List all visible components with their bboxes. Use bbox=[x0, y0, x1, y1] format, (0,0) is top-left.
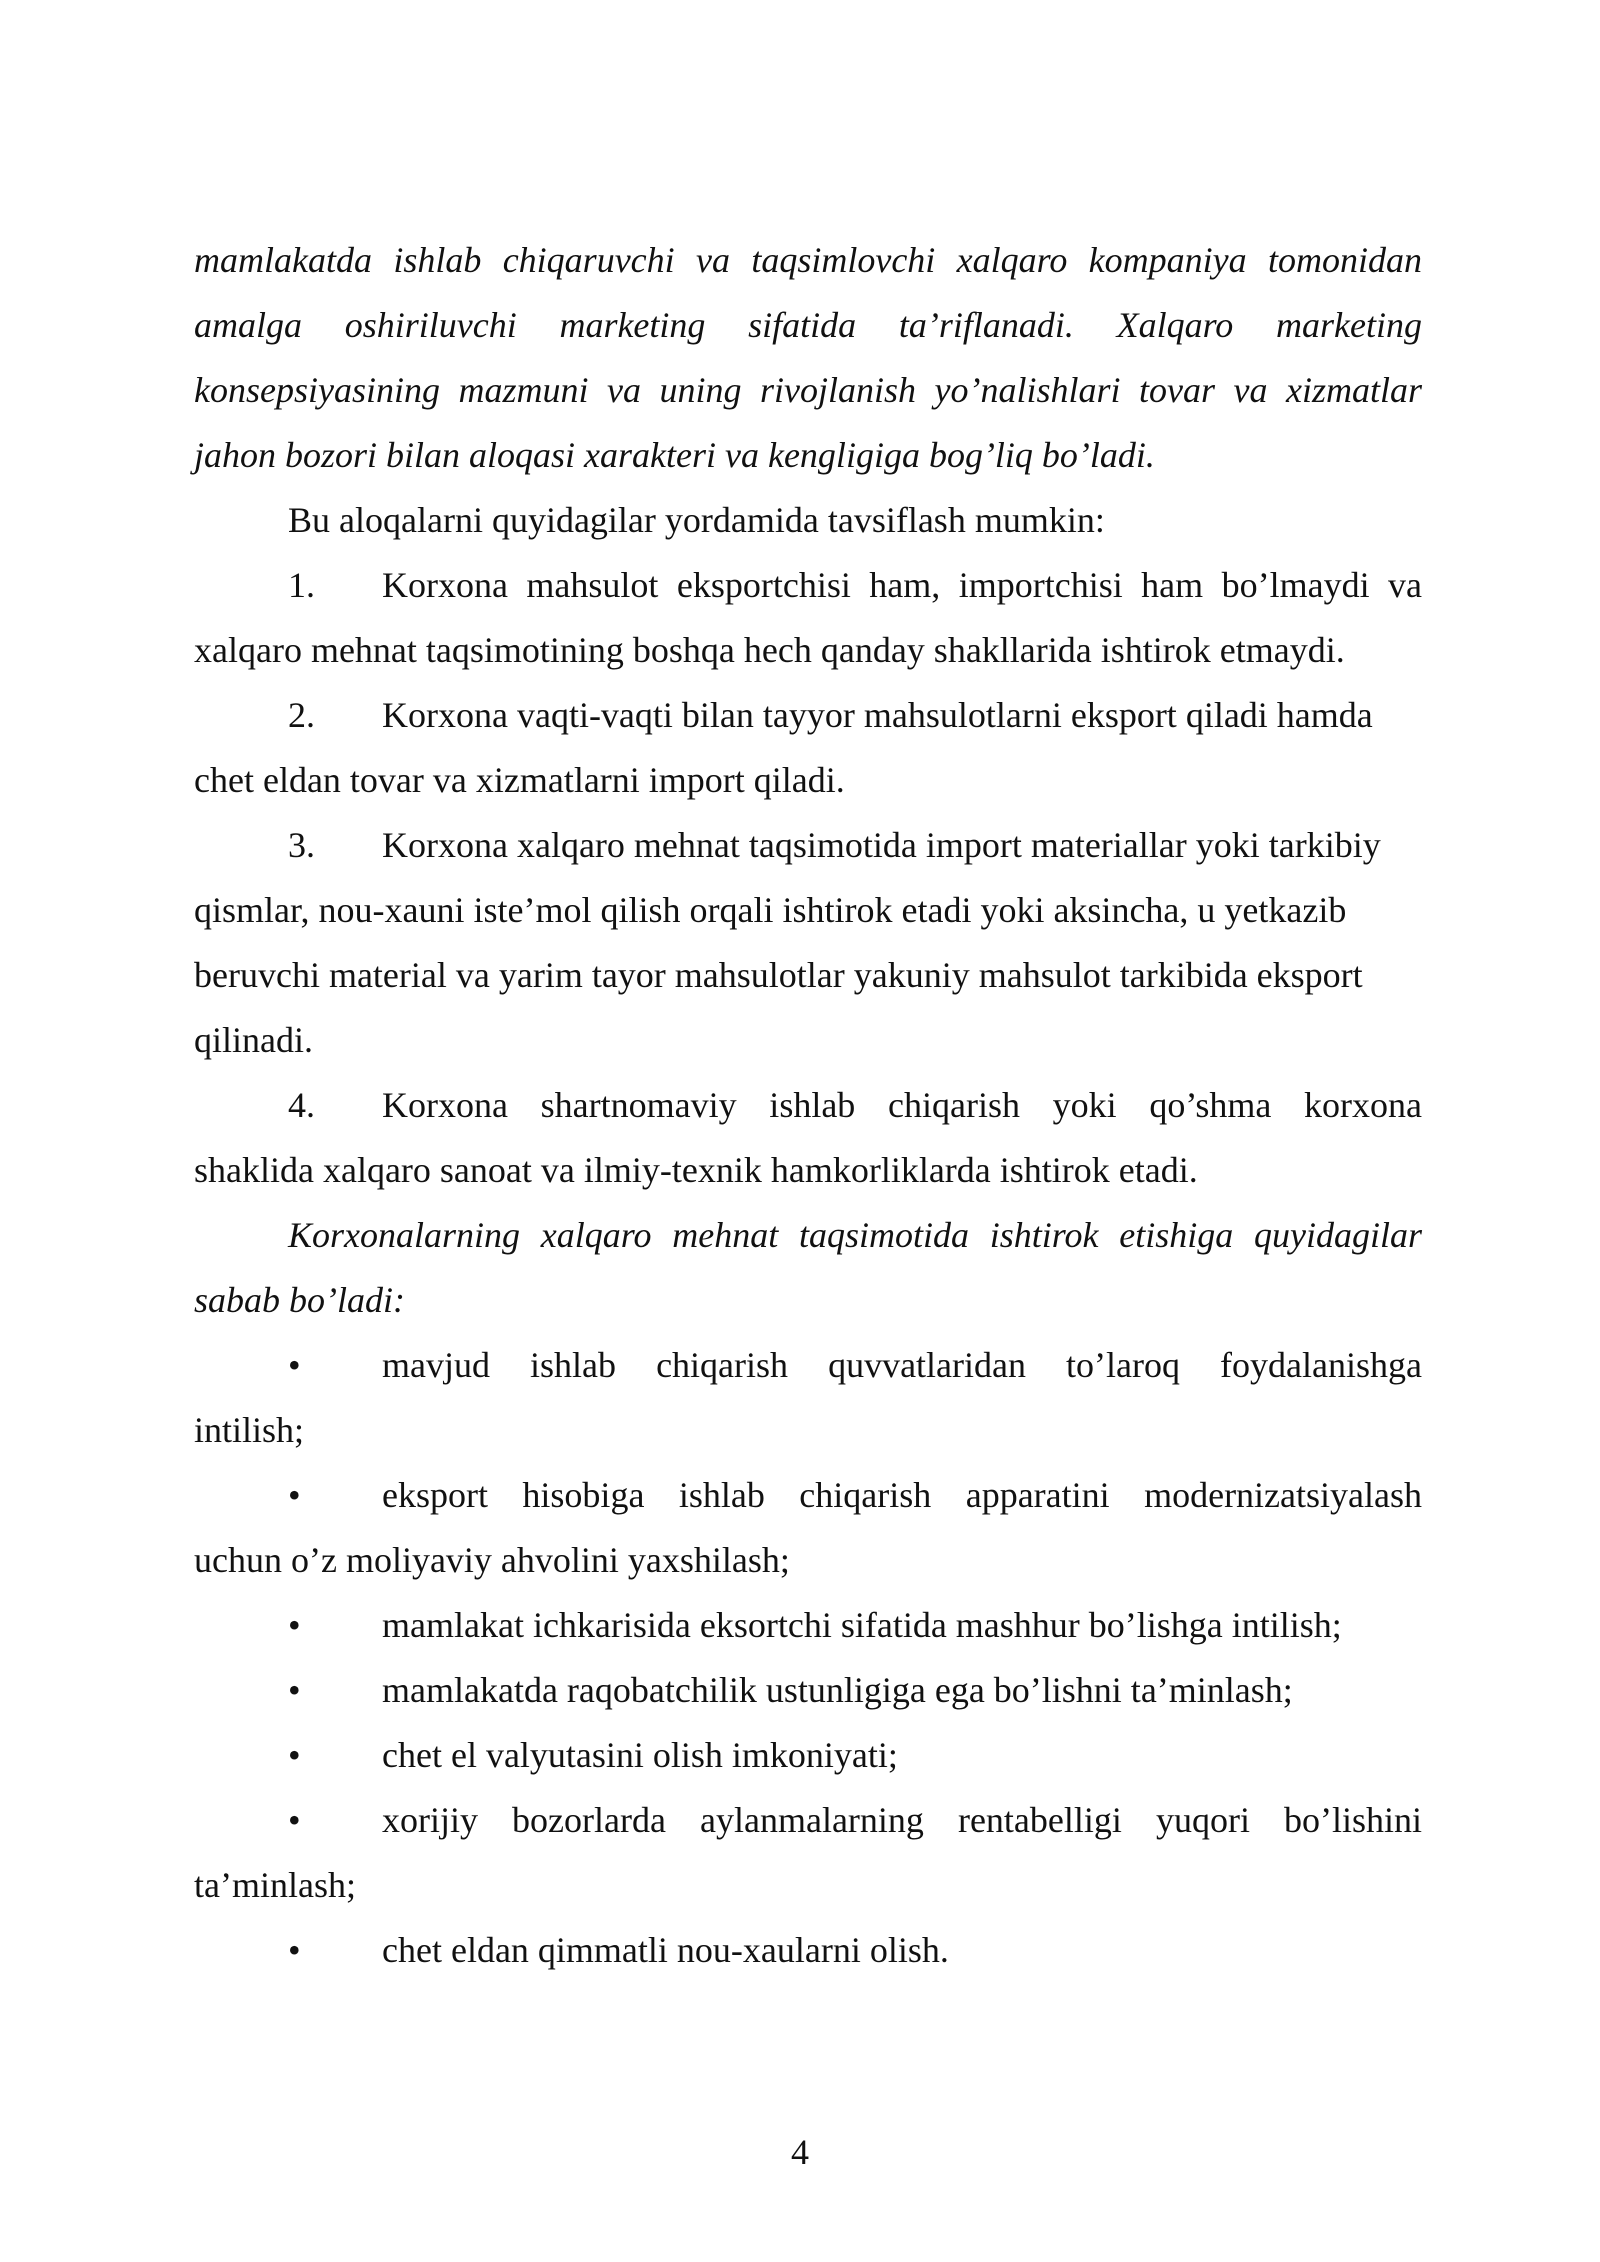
list-item-1-cont: xalqaro mehnat taqsimotining boshqa hech qanday shakllarida ishtirok etmaydi. bbox=[194, 630, 1345, 670]
list-number-1: 1. bbox=[288, 565, 315, 605]
list-item-2-cont: chet eldan tovar va xizmatlarni import qiladi. bbox=[194, 760, 845, 800]
bullet-6-cont: ta’minlash; bbox=[194, 1865, 356, 1905]
bullet-6-first: xorijiy bozorlarda aylanmalarning rentabelligi yuqori bo’lishini bbox=[382, 1800, 1422, 1840]
bullet-1-first: mavjud ishlab chiqarish quvvatlaridan to’laroq foydalanishga bbox=[382, 1345, 1422, 1385]
list-item-1-first: Korxona mahsulot eksportchisi ham, importchisi ham bo’lmaydi va bbox=[382, 565, 1422, 605]
bullet-5-marker: • bbox=[288, 1735, 301, 1775]
bullet-4-marker: • bbox=[288, 1670, 301, 1710]
bullet-7-text: chet eldan qimmatli nou-xaularni olish. bbox=[382, 1930, 949, 1970]
list-item-3-cont-3: qilinadi. bbox=[194, 1020, 313, 1060]
bullet-2-cont: uchun o’z moliyaviy ahvolini yaxshilash; bbox=[194, 1540, 790, 1580]
list-number-3: 3. bbox=[288, 825, 315, 865]
list-number-2: 2. bbox=[288, 695, 315, 735]
reasons-heading-line-1: Korxonalarning xalqaro mehnat taqsimotida ishtirok etishiga quyidagilar bbox=[288, 1215, 1422, 1255]
bullet-2-marker: • bbox=[288, 1475, 301, 1515]
bullet-3-text: mamlakat ichkarisida eksortchi sifatida mashhur bo’lishga intilish; bbox=[382, 1605, 1342, 1645]
intro-line-2: amalga oshiriluvchi marketing sifatida ta’riflanadi. Xalqaro marketing bbox=[194, 305, 1422, 345]
bullet-6-marker: • bbox=[288, 1800, 301, 1840]
list-item-3-cont-2: beruvchi material va yarim tayor mahsulotlar yakuniy mahsulot tarkibida eksport bbox=[194, 955, 1363, 995]
page-number: 4 bbox=[791, 2132, 809, 2172]
bullet-5-text: chet el valyutasini olish imkoniyati; bbox=[382, 1735, 898, 1775]
bullet-3-marker: • bbox=[288, 1605, 301, 1645]
intro-line-4: jahon bozori bilan aloqasi xarakteri va kengligiga bog’liq bo’ladi. bbox=[194, 435, 1155, 475]
intro-line-1: mamlakatda ishlab chiqaruvchi va taqsimlovchi xalqaro kompaniya tomonidan bbox=[194, 240, 1422, 280]
list-item-3-cont-1: qismlar, nou-xauni iste’mol qilish orqali ishtirok etadi yoki aksincha, u yetkazib bbox=[194, 890, 1347, 930]
list-number-4: 4. bbox=[288, 1085, 315, 1125]
lead-sentence: Bu aloqalarni quyidagilar yordamida tavsiflash mumkin: bbox=[288, 500, 1105, 540]
list-item-2-first: Korxona vaqti-vaqti bilan tayyor mahsulotlarni eksport qiladi hamda bbox=[382, 695, 1373, 735]
list-item-3-first: Korxona xalqaro mehnat taqsimotida import materiallar yoki tarkibiy bbox=[382, 825, 1381, 865]
bullet-1-cont: intilish; bbox=[194, 1410, 305, 1450]
list-item-4-cont: shaklida xalqaro sanoat va ilmiy-texnik hamkorliklarda ishtirok etadi. bbox=[194, 1150, 1198, 1190]
list-item-4-first: Korxona shartnomaviy ishlab chiqarish yoki qo’shma korxona bbox=[382, 1085, 1422, 1125]
bullet-4-text: mamlakatda raqobatchilik ustunligiga ega bo’lishni ta’minlash; bbox=[382, 1670, 1293, 1710]
reasons-heading-line-2: sabab bo’ladi: bbox=[194, 1280, 405, 1320]
bullet-1-marker: • bbox=[288, 1345, 301, 1385]
intro-line-3: konsepsiyasining mazmuni va uning rivojlanish yo’nalishlari tovar va xizmatlar bbox=[194, 370, 1422, 410]
bullet-2-first: eksport hisobiga ishlab chiqarish apparatini modernizatsiyalash bbox=[382, 1475, 1422, 1515]
bullet-7-marker: • bbox=[288, 1930, 301, 1970]
